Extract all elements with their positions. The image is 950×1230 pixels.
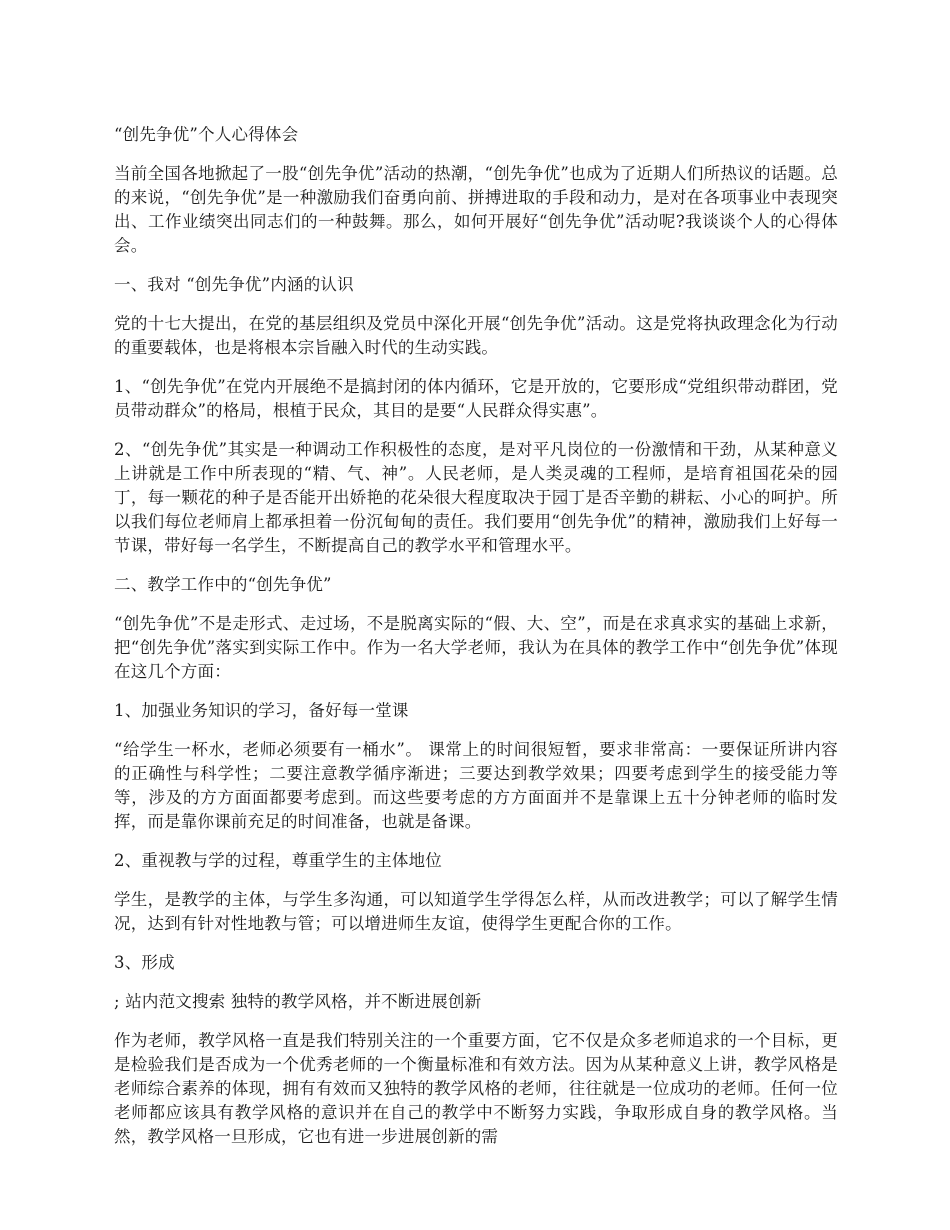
- section-heading-1: 一、我对 “创先争优”内涵的认识: [114, 275, 354, 294]
- section-heading-2: 二、教学工作中的“创先争优”: [114, 575, 332, 594]
- subheading-1: 1、加强业务知识的学习，备好每一堂课: [114, 701, 409, 720]
- body-paragraph: 2、“创先争优”其实是一种调动工作积极性的态度，是对平凡岗位的一份激情和干劲，从某种意义上讲就是工作中所表现的“精、气、神”。人民老师，是人类灵魂的工程师，是培育祖国花朵的园丁，每一颗花的种子是否能开出娇艳的花朵很大程度取决于园丁是否辛勤的耕耘、小心的呵护。所以我们每位老师肩上都承担着一份沉甸甸的责任。我们要用“创先争优”的精神，激励我们上好每一节课，带好每一名学生，不断提高自己的教学水平和管理水平。: [114, 440, 838, 555]
- body-paragraph: 学生，是教学的主体，与学生多沟通，可以知道学生学得怎么样，从而改进教学；可以了解学生情况，达到有针对性地教与管；可以增进师生友谊，使得学生更配合你的工作。: [114, 890, 838, 933]
- body-paragraph: 作为老师，教学风格一直是我们特别关注的一个重要方面，它不仅是众多老师追求的一个目标，更是检验我们是否成为一个优秀老师的一个衡量标准和有效方法。因为从某种意义上讲，教学风格是老师综合素养的体现，拥有有效而又独特的教学风格的老师，往往就是一位成功的老师。任何一位老师都应该具有教学风格的意识并在自己的教学中不断努力实践，争取形成自身的教学风格。当然，教学风格一旦形成，它也有进一步进展创新的需: [114, 1031, 838, 1146]
- subheading-2: 2、重视教与学的过程，尊重学生的主体地位: [114, 851, 442, 870]
- body-paragraph: 党的十七大提出，在党的基层组织及党员中深化开展“创先争优”活动。这是党将执政理念化为行动的重要载体，也是将根本宗旨融入时代的生动实践。: [114, 314, 838, 357]
- subheading-3: 3、形成: [114, 953, 175, 972]
- body-paragraph: 1、“创先争优”在党内开展绝不是搞封闭的体内循环，它是开放的，它要形成“党组织带动群团，党员带动群众”的格局，根植于民众，其目的是要“人民群众得实惠”。: [114, 377, 838, 420]
- intro-paragraph: 当前全国各地掀起了一股“创先争优”活动的热潮，“创先争优”也成为了近期人们所热议的话题。总的来说，“创先争优”是一种激励我们奋勇向前、拼搏进取的手段和动力，是对在各项事业中表现突出、工作业绩突出同志们的一种鼓舞。那么，如何开展好“创先争优”活动呢?我谈谈个人的心得体会。: [114, 164, 838, 255]
- body-paragraph: “给学生一杯水，老师必须要有一桶水”。 课常上的时间很短暂，要求非常高：一要保证所讲内容的正确性与科学性；二要注意教学循序渐进；三要达到教学效果；四要考虑到学生的接受能力等等，涉及的方方面面都要考虑到。而这些要考虑的方方面面并不是靠课上五十分钟老师的临时发挥，而是靠你课前充足的时间准备，也就是备课。: [114, 740, 838, 831]
- body-paragraph: “创先争优”不是走形式、走过场，不是脱离实际的“假、大、空”，而是在求真求实的基础上求新，把“创先争优”落实到实际工作中。作为一名大学老师，我认为在具体的教学工作中“创先争优”体现在这几个方面：: [114, 614, 838, 681]
- document-title: “创先争优”个人心得体会: [114, 125, 299, 144]
- subheading-3-continued: ; 站内范文搜索 独特的教学风格，并不断进展创新: [114, 992, 482, 1011]
- document-body: [114, 123, 838, 1164]
